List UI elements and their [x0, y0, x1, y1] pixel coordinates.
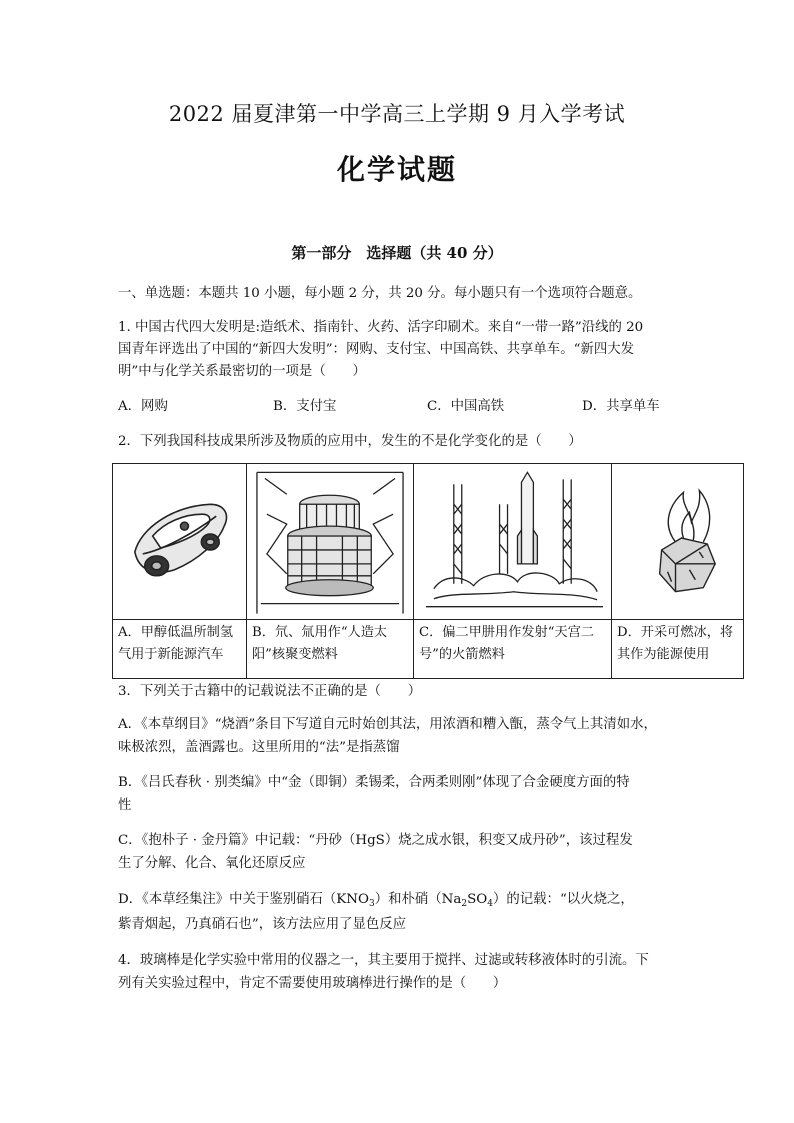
- q3-option-b-line-2: 性: [118, 798, 132, 813]
- q3-option-b-line-1: B．《吕氏春秋 · 别类编》中“金（即铜）柔锡柔，合两柔则刚”体现了合金硬度方面的特: [118, 775, 630, 790]
- q2-caption-d: D．开采可燃冰，将 其作为能源使用: [612, 620, 744, 679]
- q2-image-cell-c: [414, 464, 612, 620]
- q2-image-cell-b: [247, 464, 414, 620]
- q2-image-cell-d: [612, 464, 744, 620]
- q4-line-2: 列有关实验过程中，肯定不需要使用玻璃棒进行操作的是（ ）: [118, 976, 507, 991]
- q1-line-2: 国青年评选出了中国的“新四大发明”：网购、支付宝、中国高铁、共享单车。“新四大发: [118, 342, 634, 357]
- part-title: 第一部分 选择题（共 40 分）: [291, 244, 503, 262]
- q3-option-d-line-1: D．《本草经集注》中关于鉴别硝石$(KNO_3)$和朴硝$(Na_2SO_4)$的记载：“以火烧之，: [118, 892, 634, 909]
- burning-ice-icon: [612, 464, 743, 619]
- section-instructions: 一、单选题：本题共 10 小题，每小题 2 分，共 20 分。每小题只有一个选项符合题意。: [118, 286, 642, 301]
- q4-line-1: 4．玻璃棒是化学实验中常用的仪器之一，其主要用于搅拌、过滤或转移液体时的引流。下: [118, 953, 649, 968]
- q1-option-a: A．网购: [118, 399, 168, 414]
- q2-image-cell-a: [113, 464, 247, 620]
- subject-title: 化学试题: [336, 153, 457, 186]
- q1-option-d: D．共享单车: [582, 399, 660, 414]
- fusion-reactor-icon: [247, 464, 413, 619]
- q2-caption-c: C．偏二甲肼用作发射“天宫二 号”的火箭燃料: [414, 620, 612, 679]
- q1-line-3: 明”中与化学关系最密切的一项是（ ）: [118, 364, 366, 379]
- q3-stem: 3．下列关于古籍中的记载说法不正确的是（ ）: [118, 684, 422, 699]
- q2-caption-b: B．氘、氚用作“人造太 阳”核聚变燃料: [247, 620, 414, 679]
- q2-stem: 2．下列我国科技成果所涉及物质的应用中，发生的不是化学变化的是（ ）: [118, 434, 582, 449]
- q1-option-b: B．支付宝: [273, 399, 337, 414]
- q3-option-c-line-1: C．《抱朴子 · 金丹篇》中记载：“丹砂（HgS）烧之成水银，积变又成丹砂”，该过程发: [118, 833, 633, 848]
- q2-options-table: [112, 463, 744, 679]
- q1-line-1: 1. 中国古代四大发明是:造纸术、指南针、火药、活字印刷术。来自“一带一路”沿线的 20: [118, 320, 644, 335]
- car-icon: [113, 464, 246, 619]
- q2-caption-a: A．甲醇低温所制氢 气用于新能源汽车: [113, 620, 247, 679]
- q3-option-d-line-2: 紫青烟起，乃真硝石也”，该方法应用了显色反应: [118, 917, 407, 932]
- q3-option-a-line-2: 味极浓烈，盖酒露也。这里所用的“法”是指蒸馏: [118, 740, 400, 755]
- q1-option-c: C．中国高铁: [427, 399, 505, 414]
- rocket-launch-icon: [414, 464, 611, 619]
- q3-option-c-line-2: 生了分解、化合、氧化还原反应: [118, 856, 306, 871]
- q3-option-a-line-1: A．《本草纲目》“烧酒”条目下写道自元时始创其法，用浓酒和糟入甑，蒸令气上其清如水，: [118, 717, 657, 732]
- exam-title: 2022 届夏津第一中学高三上学期 9 月入学考试: [168, 102, 626, 126]
